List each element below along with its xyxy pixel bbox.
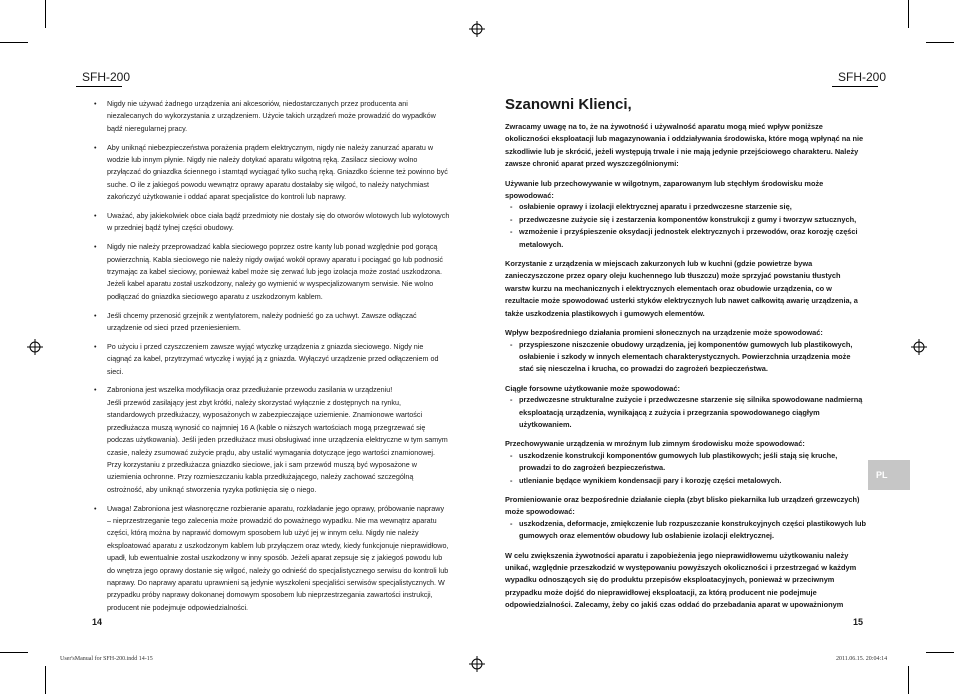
- bullet-item: • Jeśli chcemy przenosić grzejnik z wentylatorem, należy podnieść go za uchwyt. Zawsze odłączać urządzenie od sieci przed przeniesieniem.: [94, 310, 450, 335]
- section-list: [505, 518, 867, 543]
- list-item: - przedwczesne strukturalne zużycie i przedwczesne starzenie się silnika spowodowane nadmierną eksploatacją urządzenia, wynikającą z zużycia i przegrzania spowodowanego ciągłym użytkowaniem.: [505, 394, 867, 431]
- bullet-item: • Po użyciu i przed czyszczeniem zawsze wyjąć wtyczkę urządzenia z gniazda sieciowego. Nigdy nie ciągnąć za kabel, przytrzymać wtyczkę i wyjąć ją z gniazda. Wyłączyć urządzenie przed odłączeniem od sieci.: [94, 341, 450, 378]
- intro-paragraph: Zwracamy uwagę na to, że na żywotność i używalność aparatu mogą mieć wpływ poniższe okoliczności eksploatacji lub magazynowania i oddziaływania środowiska, które mogą wpłynąć na nie szkodliwie lub je skrócić, jeżeli występują trwale i nie mają jedynie przejściowego charakteru. Należy zawsze chronić aparat przed wyszczególnionymi:: [505, 122, 864, 169]
- crop-mark: [926, 42, 954, 43]
- section-paragraph: Korzystanie z urządzenia w miejscach zakurzonych lub w kuchni (gdzie powietrze bywa zanieczyszczone przez opary oleju kuchennego lub tłuszczu) może sprzyjać powstaniu tłustych warstw kurzu na mechanicznych i elektrycznych elementach oraz obudowie urządzenia, co w rezultacie może spowodować usterki styków elektrycznych lub nawet całkowitą awarię urządzenia, a także uszkodzenia plastikowych i gumowych elementów.: [505, 259, 858, 318]
- section-heading: Przechowywanie urządzenia w mroźnym lub zimnym środowisku może spowodować:: [505, 439, 805, 449]
- section-heading: Promieniowanie oraz bezpośrednie działanie ciepła (zbyt blisko piekarnika lub urządzeń grzewczych) może spowodować:: [505, 494, 860, 517]
- section-heading: Wpływ bezpośredniego działania promieni słonecznych na urządzenie może spowodować:: [505, 328, 823, 338]
- header-rule-right: [832, 86, 878, 87]
- section-list: [505, 339, 867, 376]
- language-tab: PL: [868, 460, 910, 490]
- registration-mark-icon: [27, 339, 43, 355]
- bullet-item: • Uważać, aby jakiekolwiek obce ciała bądź przedmioty nie dostały się do otworów wlotowych lub wylotowych w przedniej bądź tylnej części obudowy.: [94, 210, 450, 235]
- crop-mark: [45, 666, 46, 694]
- section-list: [505, 450, 867, 487]
- registration-mark-icon: [469, 21, 485, 37]
- section-list: [505, 394, 867, 431]
- list-item: - uszkodzenia, deformacje, zmiękczenie lub rozpuszczanie konstrukcyjnych części plastikowych lub gumowych oraz elementów obudowy lub osłabienie izolacji elektrycznej.: [505, 518, 867, 543]
- registration-mark-icon: [469, 656, 485, 672]
- list-item: - przedwczesne zużycie się i zestarzenia komponentów konstrukcji z gumy i tworzyw sztucznych,: [505, 214, 867, 226]
- page-title: Szanowni Klienci,: [505, 96, 632, 113]
- timestamp-slug: 2011.06.15. 20:04:14: [836, 656, 888, 662]
- list-item: - uszkodzenie konstrukcji komponentów gumowych lub plastikowych; jeśli stają się kruche, prowadzi to do zagrożeń bezpieczeństwa.: [505, 450, 867, 475]
- model-label-right: SFH-200: [838, 70, 887, 84]
- bullet-item: • Zabroniona jest wszelka modyfikacja oraz przedłużanie przewodu zasilania w urządzeniu! Jeśli przewód zasilający jest zbyt krótki, należy skorzystać wyłącznie z dostępnych na rynku, standardowych przedłużaczy, wyposażonych w zabezpieczające uziemienie. Znamionowe wartości przedłużacza muszą wynosić co najmniej 16 A (kable o niższych wartościach mogą przegrzewać się podczas użytkowania). Jeśli jeden przedłużacz musi obsługiwać inne urządzenia elektryczne w tym samym czasie, należy zsumować zużycie prądu, aby ustalić wymagania dotyczące jego wartości znamionowej. Przy korzystaniu z przedłużacza gniazdko sieciowe, jak i sam przewód muszą być wyposażone w uziemienia ochronne. Przy rozmieszczaniu kabla przedłużającego, należy zachować szczególną ostrożność, aby uniknąć stworzenia ryzyka potknięcia się o niego.: [94, 384, 450, 496]
- list-item: - przyspieszone niszczenie obudowy urządzenia, jej komponentów gumowych lub plastikowych, osłabienie i szkody w innych elementach charakterystycznych. Powierzchnia urządzenia może stać się niesczelna i krucha, co prowadzi do zagrożeń bezpieczeństwa.: [505, 339, 867, 376]
- page-number-left: 14: [92, 617, 103, 627]
- crop-mark: [908, 0, 909, 28]
- crop-mark: [0, 42, 28, 43]
- section-heading: Używanie lub przechowywanie w wilgotnym, zaparowanym lub stęchłym środowisku może spowodować:: [505, 178, 824, 201]
- left-page-body: [94, 98, 450, 621]
- model-label-left: SFH-200: [82, 70, 131, 84]
- crop-mark: [926, 652, 954, 653]
- bullet-item: • Aby uniknąć niebezpieczeństwa porażenia prądem elektrycznym, nigdy nie należy zanurzać aparatu w wodzie lub innym płynie. Nigdy nie należy dotykać aparatu wilgotną ręką. Zasilacz sieciowy wolno przyłączać do gniazdka ściennego i stamtąd wyciągać tylko suchą ręką. Gniazdko ścienne też powinno być suche. O ile z jakiegoś powodu wewnątrz oprawy aparatu dostałaby się wilgoć, to należy natychmiast zakończyć użytkowanie i oddać aparat specjalistce do kontroli lub naprawy.: [94, 142, 450, 204]
- section-list: [505, 201, 867, 251]
- bullet-item: • Nigdy nie używać żadnego urządzenia ani akcesoriów, niedostarczanych przez producenta ani niezalecanych do wykorzystania z urządzeniem. Użycie takich urządzeń może prowadzić do wypadków bądź nieregularnej pracy.: [94, 98, 450, 135]
- page-number-right: 15: [853, 617, 864, 627]
- file-info-slug: User'sManual for SFH-200.indd 14-15: [60, 656, 153, 662]
- bullet-item: • Nigdy nie należy przeprowadzać kabla sieciowego poprzez ostre kanty lub ponad względnie pod gorącą powierzchnią. Kabla sieciowego nie należy nigdy owijać wokół oprawy aparatu i pociągać go lub podnosić trzymając za kabel sieciowy, ponieważ kabel może się zerwać lub jego izolacja może zostać uszkodzona. Jeżeli kabel aparatu został uszkodzony, należy go wymienić w wyspecjalizowanym serwisie. Nie wolno podłączać do gniazdka sieciowego aparatu z uszkodzonym kablem.: [94, 241, 450, 303]
- list-item: - wzmożenie i przyśpieszenie oksydacji jednostek elektrycznych i przewodów, oraz korozję części metalowych.: [505, 226, 867, 251]
- right-page-body: [505, 96, 867, 619]
- crop-mark: [0, 652, 28, 653]
- list-item: - utlenianie będące wynikiem kondensacji pary i korozję części metalowych.: [505, 475, 867, 487]
- header-rule-left: [76, 86, 122, 87]
- crop-mark: [908, 666, 909, 694]
- crop-mark: [45, 0, 46, 28]
- registration-mark-icon: [911, 339, 927, 355]
- bullet-item: • Uwaga! Zabroniona jest własnoręczne rozbieranie aparatu, rozkładanie jego oprawy, próbowanie naprawy – nieprzestrzeganie tego zalecenia może prowadzić do poważnego wypadku. Nie ma wewnątrz aparatu części, którą można by naprawić domowym sposobem lub użyć jej w innym celu. Nigdy nie należy eksploatować aparatu z uszkodzonym kablem lub przyłączem oraz wtedy, kiedy funkcjonuje nieprawidłowo, upadł, lub ewentualnie został uszkodzony w inny sposób. Jeżeli aparat zepsuje się z jakiegoś powodu lub do wnętrza jego oprawy dostanie się wilgoć, należy go odnieść do specjalistycznego serwisu do kontroli lub naprawy. Do naprawy aparatu uprawnieni są jedynie wyszkoleni specjaliści serwisów specjalistycznych. W przypadku próby naprawy dokonanej domowym sposobem lub nieprzestrzegania zawartości instrukcji, producent nie podejmuje odpowiedzialności.: [94, 503, 450, 615]
- safety-bullet-list: [94, 98, 450, 614]
- list-item: - osłabienie oprawy i izolacji elektrycznej aparatu i przedwczesne starzenie się,: [505, 201, 867, 213]
- section-paragraph: W celu zwiększenia żywotności aparatu i zapobieżenia jego nieprawidłowemu użytkowaniu należy unikać, względnie przeszkodzić w występowaniu powyższych okoliczności i przestrzegać w każdym wypadku odnoszących się do produktu przepisów eksploatacyjnych, ponieważ w przeciwnym przypadku może dojść do nieprawidłowej eksploatacji, za którą producent nie podejmuje odpowiedzialności. Zalecamy, żeby co jakiś czas oddać do przebadania aparat w upoważnionym: [505, 550, 857, 610]
- section-heading: Ciągłe forsowne użytkowanie może spowodować:: [505, 383, 680, 393]
